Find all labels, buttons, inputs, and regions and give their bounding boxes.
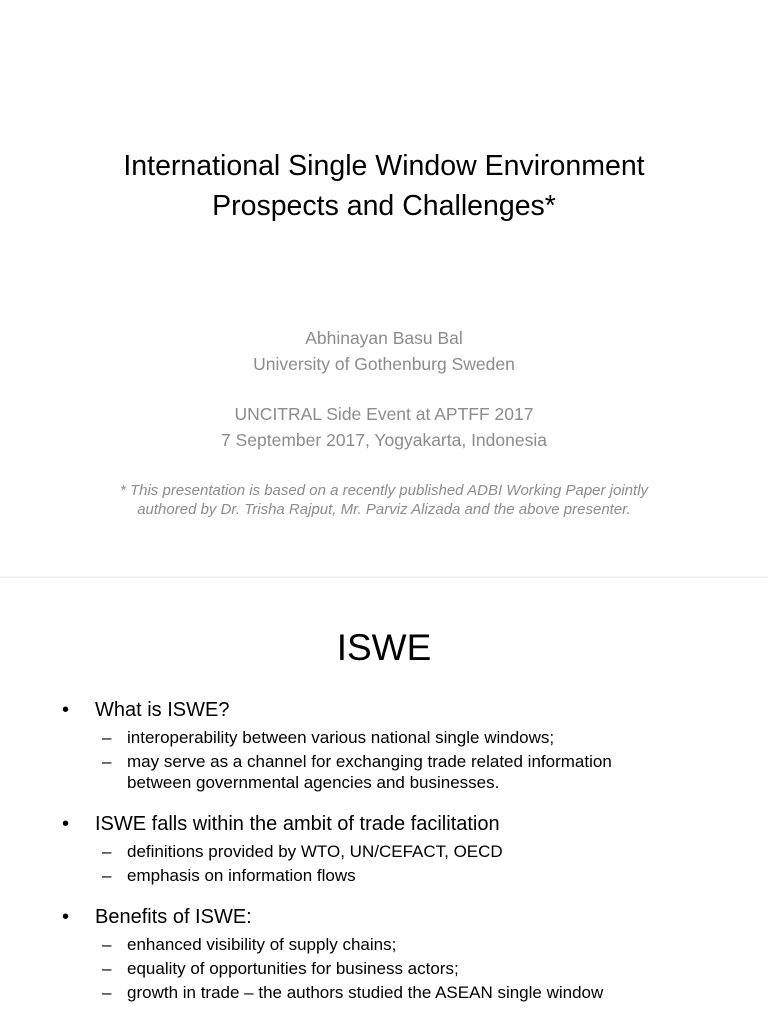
sub-bullet-item	[102, 841, 742, 862]
bullet-group	[62, 811, 742, 886]
sub-bullet-text: may serve as a channel for exchanging trade related information	[127, 752, 612, 771]
bullet-icon: •	[62, 906, 70, 928]
sub-bullet-list	[62, 727, 742, 793]
sub-bullet-text: definitions provided by WTO, UN/CEFACT, OECD	[127, 842, 503, 861]
sub-bullet-item	[102, 751, 742, 793]
presentation-title	[40, 146, 728, 226]
event-date-location: 7 September 2017, Yogyakarta, Indonesia	[221, 429, 547, 450]
author-affiliation: University of Gothenburg Sweden	[253, 353, 515, 374]
bullet-item	[62, 697, 742, 724]
title-footnote	[40, 481, 728, 519]
bullet-list	[62, 697, 742, 1021]
event-name: UNCITRAL Side Event at APTFF 2017	[234, 404, 534, 424]
dash-icon: –	[102, 866, 112, 885]
sub-bullet-text: growth in trade – the authors studied the ASEAN single window	[127, 983, 604, 1002]
dash-icon: –	[102, 983, 112, 1002]
author-name: Abhinayan Basu Bal	[305, 328, 463, 348]
dash-icon: –	[102, 728, 112, 747]
bullet-text: What is ISWE?	[95, 699, 230, 721]
bullet-item	[62, 904, 742, 931]
sub-bullet-text: interoperability between various national single windows;	[127, 728, 555, 747]
footnote-line: authored by Dr. Trisha Rajput, Mr. Parviz Alizada and the above presenter.	[137, 501, 631, 518]
bullet-group	[62, 697, 742, 793]
slide-title: ISWE	[336, 627, 432, 668]
dash-icon: –	[102, 752, 112, 771]
dash-icon: –	[102, 935, 112, 954]
sub-bullet-item	[102, 934, 742, 955]
footnote-line: * This presentation is based on a recently published ADBI Working Paper jointly	[119, 482, 649, 499]
presentation-subtitle	[40, 326, 728, 453]
title-line: Prospects and Challenges*	[212, 190, 556, 222]
bullet-item	[62, 811, 742, 838]
sub-bullet-text: enhanced visibility of supply chains;	[127, 935, 397, 954]
sub-bullet-item	[102, 865, 742, 886]
dash-icon: –	[102, 959, 112, 978]
bullet-icon: •	[62, 813, 70, 835]
sub-bullet-item	[102, 727, 742, 748]
title-line: International Single Window Environment	[123, 150, 645, 182]
dash-icon: –	[102, 842, 112, 861]
sub-bullet-item	[102, 958, 742, 979]
sub-bullet-list	[62, 934, 742, 1003]
sub-bullet-item	[102, 982, 742, 1003]
sub-bullet-text-continued: between governmental agencies and businesses.	[127, 773, 500, 792]
sub-bullet-text: emphasis on information flows	[127, 866, 356, 885]
sub-bullet-list	[62, 841, 742, 886]
sub-bullet-text: equality of opportunities for business actors;	[127, 959, 459, 978]
bullet-icon: •	[62, 699, 70, 721]
bullet-text: ISWE falls within the ambit of trade facilitation	[95, 813, 500, 835]
bullet-text: Benefits of ISWE:	[95, 906, 252, 928]
bullet-group	[62, 904, 742, 1003]
